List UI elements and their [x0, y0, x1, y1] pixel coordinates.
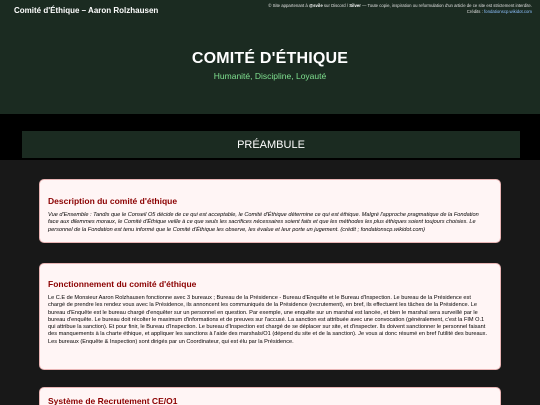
notice-text-b: sur Discord / — [322, 3, 350, 8]
card-heading: Fonctionnement du comité d'éthique — [48, 279, 197, 289]
section-header — [22, 131, 520, 158]
hero-title: COMITÉ D'ÉTHIQUE — [191, 50, 349, 67]
description-card — [39, 179, 501, 243]
card-heading: Système de Recrutement CE/O1 — [48, 396, 178, 405]
hero-subtitle: Humanité, Discipline, Loyauté — [213, 71, 327, 81]
credits-label: Crédits : — [466, 9, 484, 14]
credits-link[interactable]: fondationscp.wikidot.com — [483, 9, 532, 14]
notice-group: Silver — [349, 3, 361, 8]
site-title[interactable]: Comité d'Éthique – Aaron Rolzhausen — [14, 6, 159, 15]
notice-owner: @svile — [308, 3, 323, 8]
copyright-notice — [202, 3, 532, 15]
credits-line — [202, 9, 532, 15]
content-area — [0, 160, 540, 405]
recruitment-card — [39, 387, 501, 405]
card-heading: Description du comité d'éthique — [48, 196, 178, 206]
section-title: PRÉAMBULE — [237, 139, 305, 151]
notice-text-a: © Site appartenant à — [268, 3, 309, 8]
card-body: Vue d'Ensemble : Tandis que le Conseil O5 décide de ce qui est acceptable, le Comité d'Éthique détermine ce qui est éthique. Malgré l'approche pragmatique de la Fondation face aux dilemmes moraux, le Comité d'Éthique veille à ce que seuls les sacrifices nécessaires soient faits et que les méthodes les plus éthiques soient toujours choisies. Le personnel de la Fondation est tenu informé que le Comité d'Éthique les observe, les évalue et leur porte un jugement. (crédit ; fondationscp.wikidot.com) — [48, 212, 479, 233]
operation-card — [39, 263, 501, 370]
notice-text-c: — Toute copie, inspiration ou reformulation d'un article de ce site est strictement interdite. — [360, 3, 532, 8]
card-body: Le C.E de Monsieur Aaron Rolzhausen fonctionne avec 3 bureaux ; Bureau de la Présidence - Bureau d'Enquête et le Bureau d'Inspection. Le bureau de la Présidence est chargé de prendre les rendez vous avec la Présidence, ils annoncent les communiqués de la Présidence (recrutement), en bref, ils effectuent les tâches de la Présidence. Le bureau d'Enquête est le bureau chargé d'enquêter sur un personnel en question. Par exemple, une enquête sur un marshal est lancée, et bien le marshal sera surveillé par le bureau d'enquête. Le bureau doit récolter le maximum d'informations et de preuves sur l'accusé. La sanction est attribuée avec une convocation (généralement, c'est la FIM O.1 qui attribue la sanction). Et pour finir, le Bureau d'Inspection. Le bureau d'Inspection est chargé de se déplacer sur site, et d'inspecter. Ils doivent sanctionner le personnel faisant des manquements à la charte éthique, et appliquer les sanctions à l'aide des marshals/O1 (dépend du site et de la sanction). Je vous ai donc résumé en bref l'utilité des bureaux. Les bureaux (Enquête & Inspection) sont dirigés par un Coordinateur, qui est élu par la Présidence. — [48, 295, 488, 345]
hero-banner — [0, 22, 540, 114]
top-bar — [0, 0, 540, 22]
